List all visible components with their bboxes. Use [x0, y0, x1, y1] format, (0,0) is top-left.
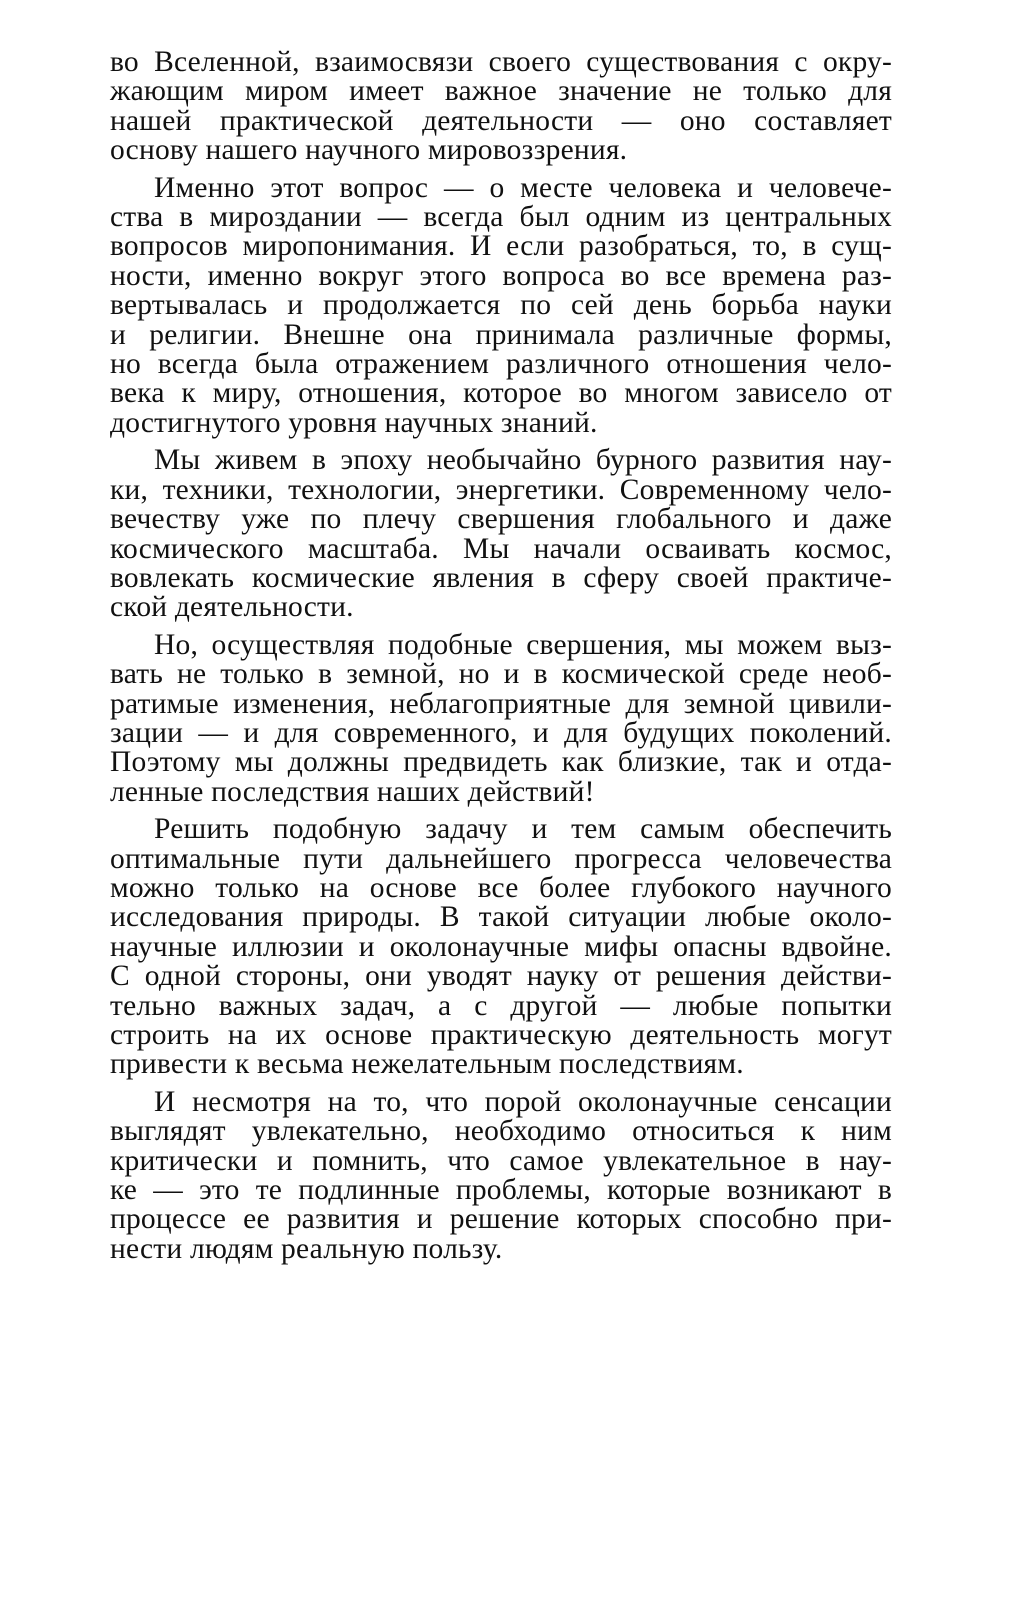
paragraph	[110, 171, 892, 439]
paragraph	[110, 1085, 892, 1265]
text-line: ской деятельности.	[110, 591, 354, 624]
text-line: научные иллюзии и околонаучные мифы опасны вдвойне.	[110, 930, 892, 963]
text-line: исследования природы. В такой ситуации любые около-	[110, 901, 892, 934]
text-line: века к миру, отношения, которое во многом зависело от	[110, 377, 892, 410]
text-line: ленные последствия наших действий!	[110, 775, 595, 808]
text-line: ки, техники, технологии, энергетики. Современному чело-	[110, 473, 892, 506]
text-line: Решить подобную задачу и тем самым обеспечить	[154, 813, 892, 846]
text-line: С одной стороны, они уводят науку от решения действи-	[110, 960, 892, 993]
text-line: вать не только в земной, но и в космической среде необ-	[110, 658, 892, 691]
text-line: ства в мироздании — всегда был одним из центральных	[110, 201, 892, 234]
text-line: вопросов миропонимания. И если разобраться, то, в сущ-	[110, 230, 892, 263]
text-line: вовлекать космические явления в сферу своей практиче-	[110, 561, 892, 594]
paragraph	[110, 446, 892, 622]
text-line: основу нашего научного мировоззрения.	[110, 134, 628, 167]
text-line: Мы живем в эпоху необычайно бурного развития нау-	[154, 444, 892, 477]
text-line: выглядят увлекательно, необходимо относиться к ним	[110, 1115, 892, 1148]
text-line: критически и помнить, что самое увлекательное в нау-	[110, 1144, 892, 1177]
text-line: строить на их основе практическую деятельность могут	[110, 1019, 892, 1051]
text-line: нести людям реальную пользу.	[110, 1232, 503, 1265]
text-line: вертывалась и продолжается по сей день борьба науки	[110, 289, 892, 322]
text-line: но всегда была отражением различного отношения чело-	[110, 348, 892, 381]
text-line: Поэтому мы должны предвидеть как близкие, так и отда-	[110, 746, 892, 779]
page-text	[110, 48, 892, 1264]
text-line: нашей практической деятельности — оно составляет	[110, 104, 892, 137]
paragraph	[110, 48, 892, 166]
text-line: жающим миром имеет важное значение не только для	[110, 75, 892, 108]
text-line: тельно важных задач, а с другой — любые попытки	[110, 989, 892, 1022]
text-line: вечеству уже по плечу свершения глобального и даже	[110, 503, 892, 536]
text-line: оптимальные пути дальнейшего прогресса человечества	[110, 842, 892, 875]
text-line: ности, именно вокруг этого вопроса во все времена раз-	[110, 259, 892, 292]
paragraph	[110, 628, 892, 808]
text-line: достигнутого уровня научных знаний.	[110, 406, 598, 439]
text-line: и религии. Внешне она принимала различные формы,	[110, 318, 892, 351]
text-line: Но, осуществляя подобные свершения, мы можем выз-	[154, 628, 892, 661]
text-line: можно только на основе все более глубокого научного	[110, 871, 892, 904]
text-line: процессе ее развития и решение которых способно при-	[110, 1203, 892, 1236]
text-line: Именно этот вопрос — о месте человека и человече-	[154, 171, 892, 204]
text-line: ратимые изменения, неблагоприятные для земной цивили-	[110, 687, 892, 720]
text-line: И несмотря на то, что порой околонаучные сенсации	[154, 1085, 892, 1118]
text-line: ке — это те подлинные проблемы, которые возникают в	[110, 1174, 892, 1207]
text-line: привести к весьма нежелательным последствиям.	[110, 1048, 744, 1081]
text-line: зации — и для современного, и для будущих поколений.	[110, 716, 892, 749]
text-line: космического масштаба. Мы начали осваивать космос,	[110, 532, 892, 565]
paragraph	[110, 815, 892, 1080]
text-line: во Вселенной, взаимосвязи своего существования с окру-	[110, 46, 892, 78]
